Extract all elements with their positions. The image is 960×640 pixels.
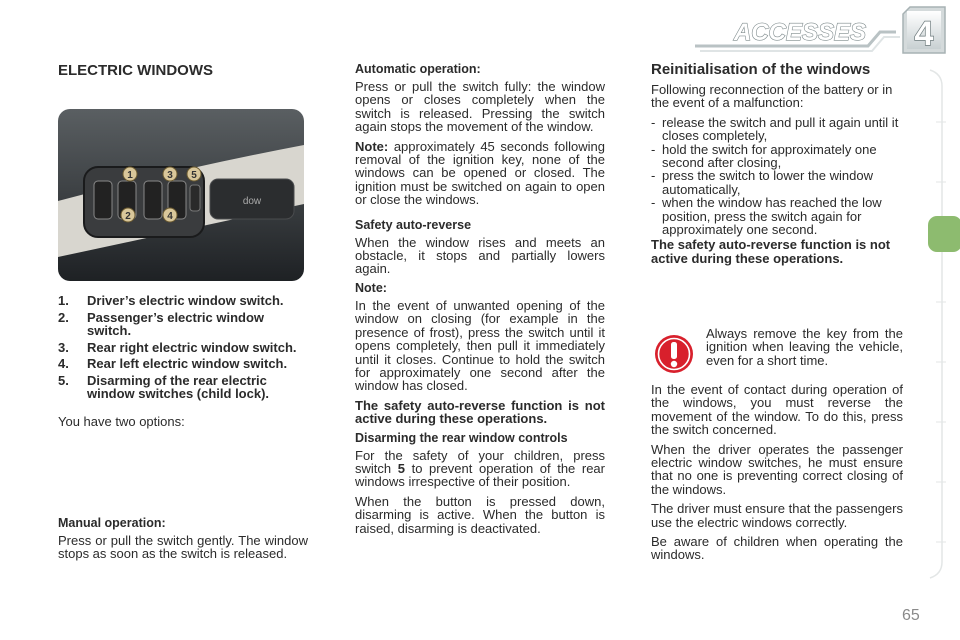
page-number: 65 <box>902 607 920 624</box>
manual-text: Press or pull the switch gently. The window stops as soon as the switch is released. <box>58 533 308 562</box>
auto-heading: Automatic operation: <box>355 62 481 76</box>
note2-text: In the event of unwanted opening of the window on closing (for example in the presence of frost), press the switch until it opens completely, then pull it immediately until it closes. Continue to hold the switch for approximately one second after the window has closed. <box>355 297 605 394</box>
disarm-text: For the safety of your children, press switch 5 to prevent operation of the rear windows irrespective of their position. <box>355 447 605 490</box>
right-lower <box>651 383 903 568</box>
list-item: 3. Rear right electric window switch. <box>58 339 297 355</box>
svg-text:dow: dow <box>242 196 262 207</box>
note-paragraph: Note: approximately 45 seconds following removal of the ignition key, none of the windows can be opened or closed. The ignition must be switched on again to open or close the windows. <box>355 138 605 208</box>
safety-warning: The safety auto-reverse function is not active during these operations. <box>355 397 605 427</box>
list-item: 4. Rear left electric window switch. <box>58 356 288 371</box>
page-header <box>0 0 960 62</box>
driver-text: When the driver operates the passenger electric window switches, he must ensure that no one is preventing correct closing of the windows. <box>651 441 903 497</box>
safety-heading: Safety auto-reverse <box>355 217 472 232</box>
callout-4 <box>163 208 177 222</box>
list-item: 1. Driver’s electric window switch. <box>58 293 284 308</box>
reinit-intro: Following reconnection of the battery or in the event of a malfunction: <box>651 82 893 111</box>
right-column <box>651 62 903 271</box>
middle-column <box>355 63 605 541</box>
list-item: - release the switch and pull it again until it closes completely, <box>651 114 899 144</box>
chapter-tab-rail <box>926 64 960 584</box>
svg-text:1: 1 <box>127 170 133 181</box>
reinit-heading: Reinitialisation of the windows <box>651 61 871 78</box>
chapter-number: 4 <box>914 15 934 53</box>
note-heading: Note: <box>355 280 387 295</box>
window-switch-panel-photo <box>58 109 304 281</box>
left-column <box>58 63 308 79</box>
callout-2 <box>121 208 135 222</box>
list-item: - hold the switch for approximately one second after closing, <box>651 141 877 171</box>
safety-text: When the window rises and meets an obstacle, it stops and partially lowers again. <box>355 234 605 277</box>
svg-text:3: 3 <box>167 170 173 181</box>
reinit-steps <box>651 116 903 237</box>
children-text: Be aware of children when operating the windows. <box>651 534 903 563</box>
contact-text: In the event of contact during operation of the windows, you must reverse the movement of the window. To do this, press the switch concerned. <box>651 382 903 438</box>
list-item: 5. Disarming of the rear electric window switches (child lock). <box>58 372 270 401</box>
svg-text:2: 2 <box>125 211 131 222</box>
manual-heading: Manual operation: <box>58 516 166 530</box>
list-item: 2. Passenger’s electric window switch. <box>58 309 265 338</box>
list-item: - press the switch to lower the window automatically, <box>651 168 873 197</box>
section-title: ACCESSES <box>733 19 867 46</box>
switch-legend <box>58 294 308 434</box>
callout-3 <box>163 167 177 181</box>
auto-text: Press or pull the switch fully: the window opens or closes completely when the switch is released. Pressing the switch again stops the movement of the window. <box>355 79 605 135</box>
svg-text:4: 4 <box>167 211 173 222</box>
callout-5 <box>187 167 201 181</box>
reinit-safety-warning: The safety auto-reverse function is not active during these operations. <box>651 237 891 266</box>
active-chapter-tab <box>928 216 960 252</box>
svg-text:5: 5 <box>191 170 197 181</box>
driver-text-2: The driver must ensure that the passengers use the electric windows correctly. <box>651 501 903 530</box>
disarm-text-2: When the button is pressed down, disarming is active. When the button is raised, disarming is deactivated. <box>355 493 605 536</box>
warning-icon <box>654 334 694 374</box>
disarm-heading: Disarming the rear window controls <box>355 430 568 445</box>
options-text: You have two options: <box>58 413 185 429</box>
section-heading: ELECTRIC WINDOWS <box>58 62 213 79</box>
callout-1 <box>123 167 137 181</box>
list-item: - when the window has reached the low position, press the switch again for approximately one second. <box>651 195 882 238</box>
manual-operation <box>58 517 308 567</box>
warning-box-text: Always remove the key from the ignition when leaving the vehicle, even for a short time. <box>706 326 903 368</box>
